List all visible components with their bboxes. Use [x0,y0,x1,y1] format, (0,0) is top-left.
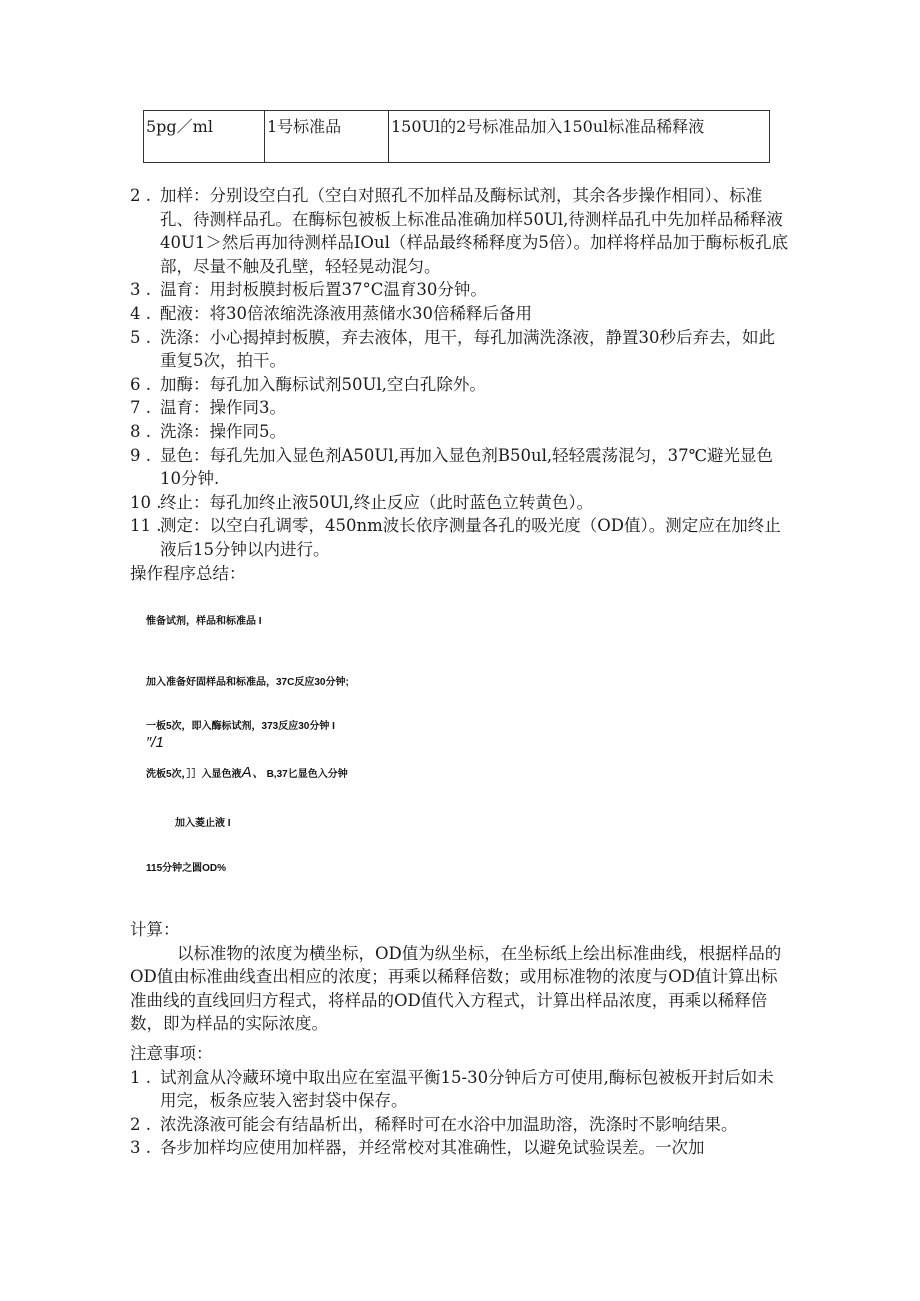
list-item [130,420,790,444]
table-row [144,111,770,163]
step-number: 8 . [130,421,151,441]
flow-arrow-glyph: ″/1 [146,734,164,751]
step-number: 5 . [130,327,151,347]
note-text: 浓洗涤液可能会有结晶析出，稀释时可在水浴中加温助溶，洗涤时不影响结果。 [160,1114,738,1134]
note-number: 3 . [130,1138,151,1158]
flow-text: A、 [241,764,267,781]
list-item [130,1136,790,1160]
list-item [130,302,790,326]
step-number: 9 . [130,445,151,465]
note-number: 2 . [130,1114,151,1134]
step-text: 温育：用封板膜封板后置37°C温育30分钟。 [160,280,487,300]
notes-heading: 注意事项： [130,1044,213,1063]
step-number: 3 . [130,280,151,300]
step-text: 温育：操作同3。 [160,398,286,418]
flow-step-prepare: 惟备试剂，样品和标准品 I [146,616,262,627]
flow-step-stop: 加入菱止液 I [175,818,231,829]
list-item [130,326,790,373]
step-number: 2 . [130,186,151,205]
calculation-body: 以标准物的浓度为横坐标，OD值为纵坐标，在坐标纸上绘出标准曲线，根据样品的OD值由标准曲线查出相应的浓度；再乘以稀释倍数；或用标准物的浓度与OD值计算出标准曲线的直线回归方程式，将样品的OD值代入方程式，计算出样品浓度，再乘以稀释倍数，即为样品的实际浓度。 [130,943,782,1034]
concentration-cell: 5pg／ml [144,111,265,163]
flow-text: 洗板5次，］］入显色液 [146,769,242,780]
flow-step-add-enzyme: 一板5次，即入酶标试剂，373反应30分钟 I [146,721,335,732]
step-number: 10 . [130,492,162,512]
list-item [130,373,790,397]
step-number: 11 . [130,516,162,536]
step-number: 6 . [130,374,151,394]
calculation-section [130,918,790,1036]
procedure-steps [130,184,790,585]
flow-step-color [146,761,348,782]
note-text: 试剂盒从冷藏环境中取出应在室温平衡15-30分钟后方可使用,酶标包被板开封后如未用完，板条应装入密封袋中保存。 [160,1067,774,1111]
list-item [130,491,790,515]
preparation-cell: 150Ul的2号标准品加入150ul标准品稀释液 [389,111,770,163]
step-number: 7 . [130,398,151,418]
list-item [130,278,790,302]
step-text: 洗涤：小心揭掉封板膜，弃去液体，甩干，每孔加满洗涤液，静置30秒后弃去，如此重复5次，拍干。 [160,327,775,371]
calculation-heading: 计算： [130,920,180,939]
step-text: 洗涤：操作同5。 [160,421,286,441]
standard-cell: 1号标准品 [265,111,389,163]
step-text: 终止：每孔加终止液50Ul,终止反应（此时蓝色立转黄色）。 [160,492,594,512]
step-text: 显色：每孔先加入显色剂A50Ul,再加入显色剂B50ul,轻轻震荡混匀，37℃避光显色10分钟. [160,445,774,489]
list-item [130,514,790,561]
step-text: 加酶：每孔加入酶标试剂50Ul,空白孔除外。 [160,374,486,394]
standards-table [143,110,770,163]
notes-section [130,1042,790,1160]
list-item [130,1113,790,1137]
step-number: 4 . [130,303,151,323]
step-text: 配液：将30倍浓缩洗涤液用蒸储水30倍稀释后备用 [160,303,532,323]
flow-text: B,37匕显色入分钟 [266,769,348,780]
note-text: 各步加样均应使用加样器，并经常校对其准确性，以避免试验误差。一次加 [160,1138,705,1158]
list-item [130,444,790,491]
step-text: 测定：以空白孔调零，450nm波长依序测量各孔的吸光度（OD值）。测定应在加终止液后15分钟以内进行。 [160,516,781,559]
summary-heading: 操作程序总结： [130,563,246,583]
list-item [130,184,790,278]
step-text: 加样：分别设空白孔（空白对照孔不加样品及酶标试剂，其余各步操作相同）、标准孔、待测样品孔。在酶标包被板上标准品准确加样50Ul,待测样品孔中先加样品稀释液40U1＞然后再加待测样品IOul（样品最终稀释度为5倍）。加样将样品加于酶标板孔底部，尽量不触及孔壁，轻轻晃动混匀。 [160,186,789,276]
list-item [130,1066,790,1113]
list-item [130,396,790,420]
note-number: 1 . [130,1067,151,1087]
flow-step-measure: 115分钟之圆OD% [146,863,227,874]
flow-step-add-samples: 加入准备好固样品和标准品，37C反应30分钟; [146,677,349,688]
